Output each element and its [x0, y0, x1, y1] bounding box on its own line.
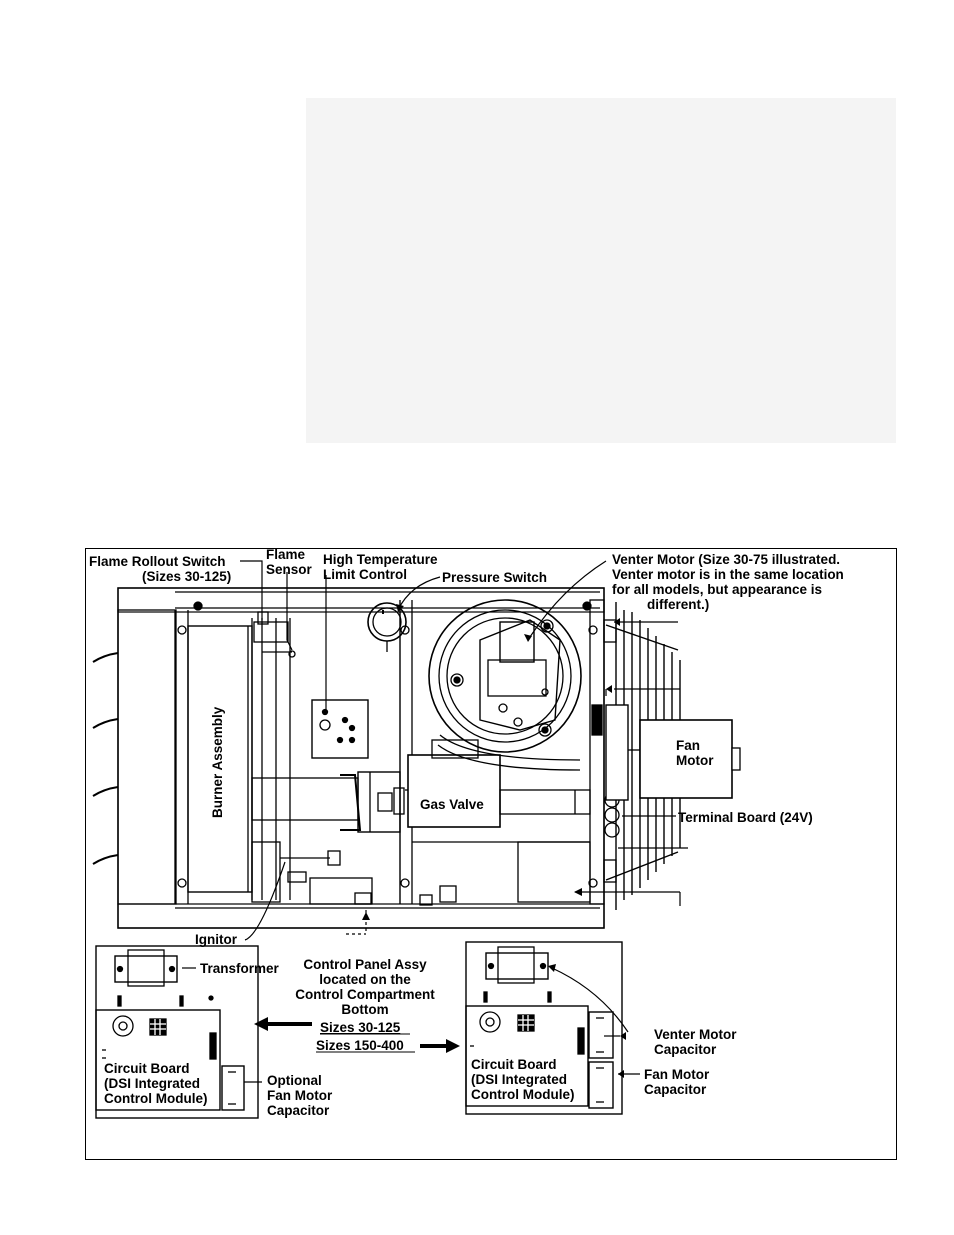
label-gas-valve: Gas Valve — [420, 797, 484, 812]
label-flame-rollout: Flame Rollout Switch — [89, 554, 226, 569]
label-optional-cap-1: Optional — [267, 1073, 322, 1088]
label-fan-motor-2: Motor — [676, 753, 714, 768]
label-venter-cap-2: Capacitor — [654, 1042, 717, 1057]
label-flame-sensor-2: Sensor — [266, 562, 312, 577]
label-sizes-large: Sizes 150-400 — [316, 1038, 404, 1053]
label-control-panel-2: located on the — [319, 972, 411, 987]
label-terminal-board: Terminal Board (24V) — [678, 810, 813, 825]
label-flame-sensor-1: Flame — [266, 547, 306, 562]
label-ignitor: Ignitor — [195, 932, 237, 947]
label-circuit-board-right-3: Control Module) — [471, 1087, 575, 1102]
fan-motor — [606, 705, 740, 800]
label-fan-cap-2: Capacitor — [644, 1082, 707, 1097]
label-venter-3: for all models, but appearance is — [612, 582, 823, 597]
label-burner-assembly: Burner Assembly — [210, 706, 225, 818]
label-optional-cap-3: Capacitor — [267, 1103, 330, 1118]
label-circuit-board-left-3: Control Module) — [104, 1091, 208, 1106]
label-pressure-switch: Pressure Switch — [442, 570, 548, 585]
label-venter-1: Venter Motor (Size 30-75 illustrated. — [612, 552, 841, 567]
label-fan-cap-1: Fan Motor — [644, 1067, 710, 1082]
label-transformer: Transformer — [200, 961, 279, 976]
label-optional-cap-2: Fan Motor — [267, 1088, 333, 1103]
label-circuit-board-left-2: (DSI Integrated — [104, 1076, 201, 1091]
label-sizes-small: Sizes 30-125 — [320, 1020, 401, 1035]
label-control-panel-4: Bottom — [341, 1002, 389, 1017]
label-flame-rollout-sizes: (Sizes 30-125) — [142, 569, 232, 584]
label-high-temp-1: High Temperature — [323, 552, 438, 567]
heater-cabinet — [93, 588, 619, 928]
label-venter-2: Venter motor is in the same location — [612, 567, 844, 582]
label-circuit-board-right-1: Circuit Board — [471, 1057, 557, 1072]
label-control-panel-1: Control Panel Assy — [303, 957, 427, 972]
label-circuit-board-left-1: Circuit Board — [104, 1061, 190, 1076]
label-venter-cap-1: Venter Motor — [654, 1027, 737, 1042]
label-venter-4: different.) — [647, 597, 710, 612]
label-control-panel-3: Control Compartment — [295, 987, 435, 1002]
label-high-temp-2: Limit Control — [323, 567, 407, 582]
label-circuit-board-right-2: (DSI Integrated — [471, 1072, 568, 1087]
label-fan-motor-1: Fan — [676, 738, 701, 753]
